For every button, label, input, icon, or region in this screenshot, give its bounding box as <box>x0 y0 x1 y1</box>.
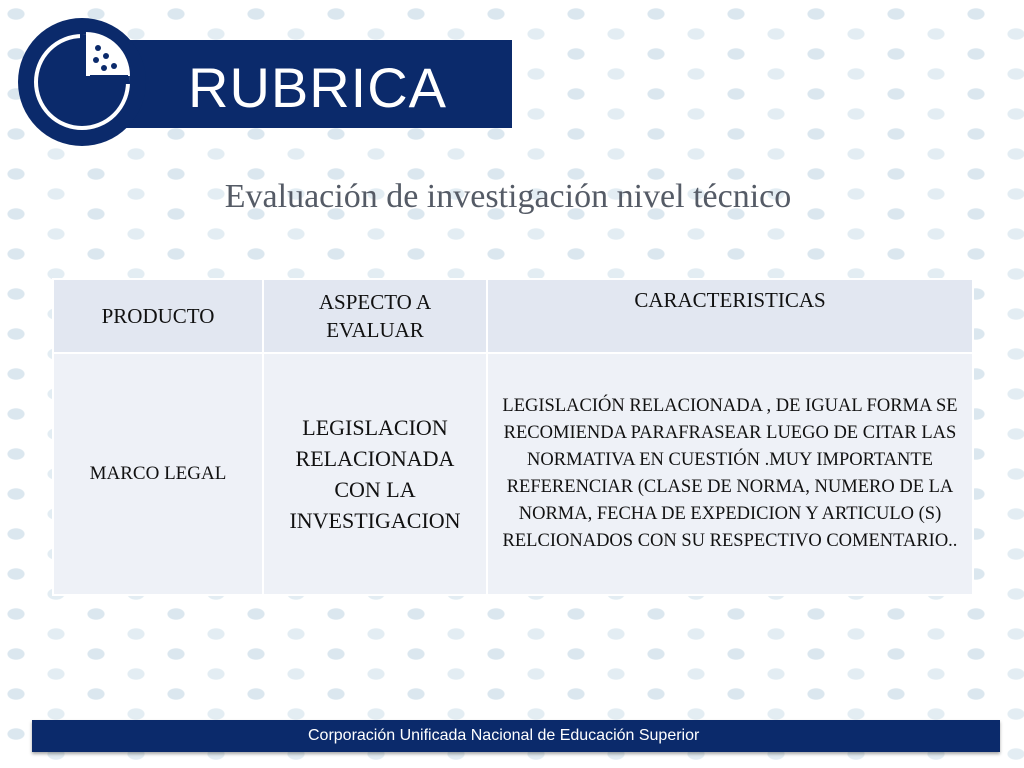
cell-producto: MARCO LEGAL <box>53 353 263 595</box>
cell-aspecto: LEGISLACION RELACIONADA CON LA INVESTIGACION <box>263 353 487 595</box>
rubric-table <box>52 278 974 596</box>
subtitle: Evaluación de investigación nivel técnico <box>224 178 792 215</box>
cell-caracteristicas: LEGISLACIÓN RELACIONADA , DE IGUAL FORMA SE RECOMIENDA PARAFRASEAR LUEGO DE CITAR LAS NORMATIVA EN CUESTIÓN .MUY IMPORTANTE REFERENCIAR (CLASE DE NORMA, NUMERO DE LA NORMA, FECHA DE EXPEDICION Y ARTICULO (S) RELCIONADOS CON SU RESPECTIVO COMENTARIO.. <box>487 353 973 595</box>
column-header-producto: PRODUCTO <box>53 279 263 353</box>
table-header-row <box>53 279 973 353</box>
page-title: RUBRICA <box>188 56 448 119</box>
pie-chart-icon <box>18 18 146 146</box>
table-row <box>53 353 973 595</box>
column-header-aspecto: ASPECTO A EVALUAR <box>263 279 487 353</box>
column-header-caracteristicas: CARACTERISTICAS <box>487 279 973 353</box>
logo <box>18 18 146 146</box>
footer-text: Corporación Unificada Nacional de Educación Superior <box>308 727 700 744</box>
